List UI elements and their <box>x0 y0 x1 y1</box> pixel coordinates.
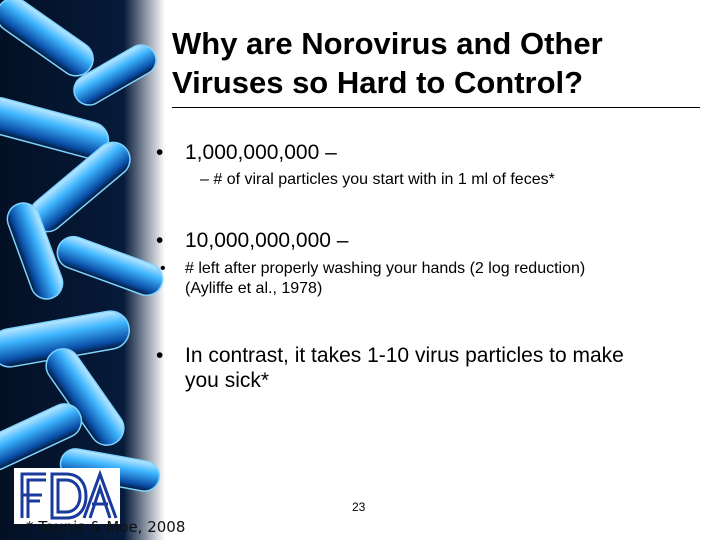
bullet-3 <box>156 343 624 393</box>
title-line-2: Viruses so Hard to Control? <box>172 65 584 100</box>
bullet-glyph: • <box>156 344 164 367</box>
bullet-1 <box>156 140 337 165</box>
slide-title <box>172 24 692 102</box>
bullet-glyph: • <box>156 141 164 164</box>
bullet-2-sub-line-1: # left after properly washing your hands (2 log reduction) <box>185 260 586 277</box>
bullet-1-sub: – # of viral particles you start with in 1 ml of feces* <box>200 171 555 188</box>
bullet-2 <box>156 228 349 253</box>
page-number: 23 <box>352 500 366 514</box>
bullet-3-line-1: In contrast, it takes 1-10 virus particles to make <box>185 344 624 367</box>
bullet-2-text: 10,000,000,000 – <box>185 229 349 252</box>
bullet-2-sub-line-2: (Ayliffe et al., 1978) <box>185 280 323 297</box>
title-line-1: Why are Norovirus and Other <box>172 26 603 61</box>
bullet-1-text: 1,000,000,000 – <box>185 141 337 164</box>
citation: * Teunis & Moe, 2008 <box>26 518 186 536</box>
bullet-3-line-2: you sick* <box>185 369 270 392</box>
title-underline <box>172 107 700 108</box>
bullet-glyph: • <box>156 229 164 252</box>
bacteria-image <box>0 0 165 540</box>
bullet-glyph: • <box>160 260 166 277</box>
fda-logo <box>14 468 120 524</box>
bullet-2-sub <box>160 259 585 299</box>
